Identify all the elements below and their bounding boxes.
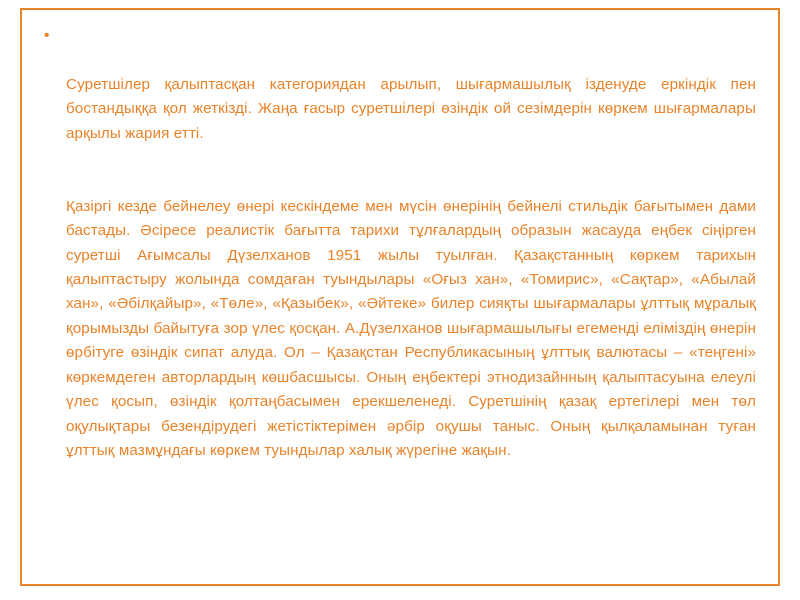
content-placeholder-frame	[20, 8, 780, 586]
body-paragraph-1: Суретшілер қалыптасқан категориядан арылып, шығармашылық ізденуде еркіндік пен бостандыққа қол жеткізді. Жаңа ғасыр суретшілері өзіндік ой сезімдерін көркем шығармалары арқылы жария етті.	[66, 75, 761, 142]
bullet-point-marker: •	[44, 27, 50, 44]
body-paragraph-2: Қазіргі кезде бейнелеу өнері кескіндеме мен мүсін өнерінің бейнелі стильдік бағытымен дами бастады. Әсіресе реалистік бағытта тарихи тұлғалардың образын жасауда еңбек сіңірген суретші Ағымсалы Дүзелханов 1951 жылы туылған. Қазақстанның көркем тарихын қалыптастыру жолында сомдаған туындылары «Оғыз хан», «Томирис», «Сақтар», «Абылай хан», «Әбілқайыр», «Төле», «Қазыбек», «Әйтеке» билер сияқты шығармалары ұлттық мұралық қорымызды байытуға зор үлес қосқан. А.Дүзелханов шығармашылығы егеменді еліміздің өнерін өрбітуге өзіндік сипат алуда. Ол – Қазақстан Республикасының ұлттық валютасы – «теңгені» көркемдеген авторлардың көшбасшысы. Оның еңбектері этнодизайнның қалыптасуына елеулі үлес қосып, өзіндік қолтаңбасымен ерекшеленеді. Суретшінің қазақ ертегілері мен төл оқулықтары безендірудегі жетістіктерімен әрбір оқушы таныс. Оның қылқаламынан туған ұлттық мазмұндағы көркем туындылар халық жүрегіне жақын.	[66, 197, 761, 459]
body-text-container	[66, 24, 761, 512]
bullet-paragraph	[44, 24, 761, 512]
